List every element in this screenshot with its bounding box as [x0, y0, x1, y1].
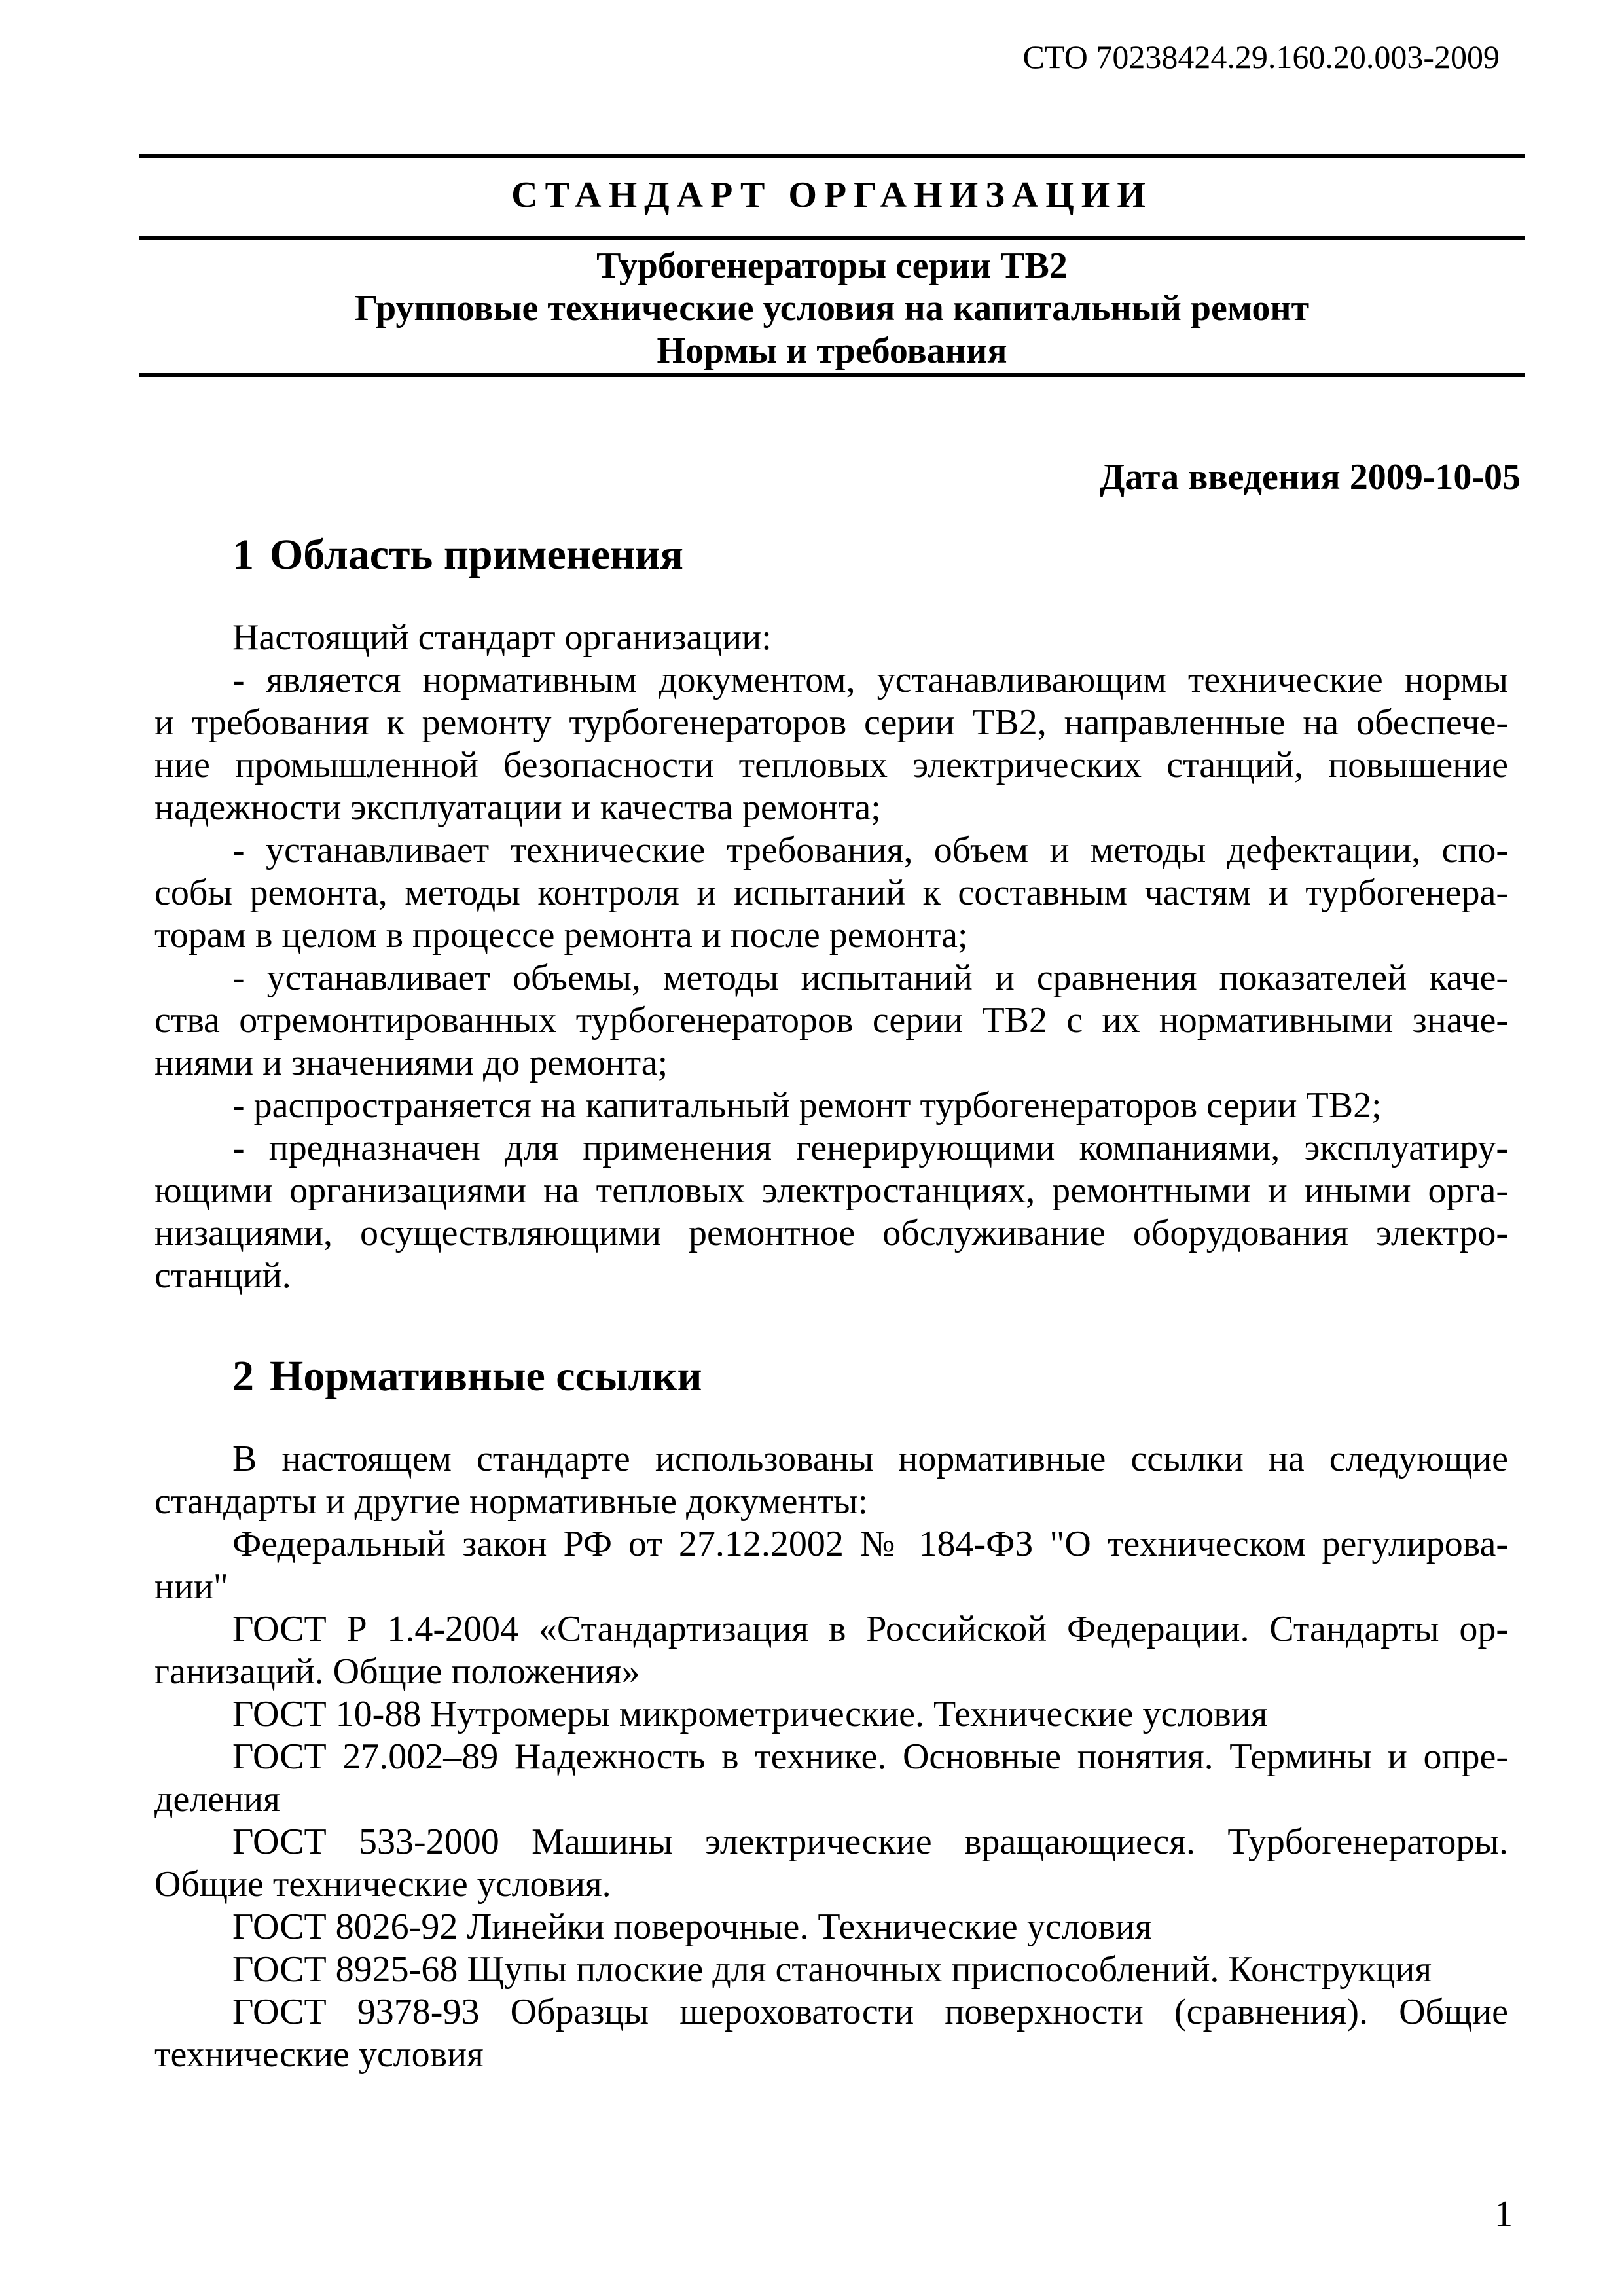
section-2-line: Федеральный закон РФ от 27.12.2002 № 184-ФЗ "О техническом регулирова- [232, 1524, 1508, 1564]
section-2-line: ГОСТ 27.002–89 Надежность в технике. Основные понятия. Термины и опре- [232, 1736, 1508, 1777]
section-2-line: ГОСТ 10-88 Нутромеры микрометрические. Технические условия [232, 1694, 1268, 1734]
title-line-2: Групповые технические условия на капитальный ремонт [354, 288, 1310, 329]
section-1-line: - является нормативным документом, устанавливающим технические нормы [232, 660, 1508, 700]
section-1-line: торам в целом в процессе ремонта и после ремонта; [154, 915, 968, 956]
section-2-line: ГОСТ 9378-93 Образцы шероховатости поверхности (сравнения). Общие [232, 1992, 1508, 2032]
section-1-line: и требования к ремонту турбогенераторов серии ТВ2, направленные на обеспече- [154, 702, 1508, 743]
section-1-line: Настоящий стандарт организации: [232, 617, 772, 658]
section-1-line: - устанавливает технические требования, объем и методы дефектации, спо- [232, 830, 1508, 870]
document-title [139, 245, 1525, 372]
section-1-number: 1 [232, 531, 254, 579]
section-2-line: нии" [154, 1566, 228, 1607]
section-2-line: В настоящем стандарте использованы нормативные ссылки на следующие [232, 1439, 1508, 1479]
section-1-line: надежности эксплуатации и качества ремонта; [154, 787, 881, 828]
section-1-line: станций. [154, 1255, 291, 1296]
section-2-line: ГОСТ 8026-92 Линейки поверочные. Технические условия [232, 1907, 1152, 1947]
header-rule-top [139, 154, 1525, 158]
introduction-date: Дата введения 2009-10-05 [1099, 457, 1521, 497]
section-2-line: ГОСТ 533-2000 Машины электрические вращающиеся. Турбогенераторы. [232, 1821, 1508, 1862]
section-2-body [154, 1438, 1508, 2076]
title-line-3: Нормы и требования [657, 331, 1007, 371]
section-1-line: собы ремонта, методы контроля и испытаний к составным частям и турбогенера- [154, 872, 1508, 913]
page-number: 1 [1494, 2194, 1513, 2234]
section-2-line: Общие технические условия. [154, 1864, 611, 1905]
title-line-1: Турбогенераторы серии ТВ2 [596, 245, 1068, 286]
organization-standard-title: СТАНДАРТ ОРГАНИЗАЦИИ [511, 175, 1153, 215]
section-1-line: - предназначен для применения генерирующими компаниями, эксплуатиру- [232, 1128, 1508, 1168]
section-1-line: ние промышленной безопасности тепловых электрических станций, повышение [154, 745, 1508, 785]
header-rule-bottom [139, 373, 1525, 377]
section-2-title: Нормативные ссылки [270, 1352, 702, 1400]
section-2-heading [232, 1352, 702, 1400]
section-2-line: ганизаций. Общие положения» [154, 1651, 640, 1692]
document-code: СТО 70238424.29.160.20.003-2009 [1022, 39, 1500, 75]
section-1-line: низациями, осуществляющими ремонтное обслуживание оборудования электро- [154, 1213, 1508, 1253]
section-2-line: технические условия [154, 2034, 484, 2075]
section-1-line: ниями и значениями до ремонта; [154, 1043, 668, 1083]
section-1-line: ющими организациями на тепловых электростанциях, ремонтными и иными орга- [154, 1170, 1508, 1211]
section-1-line: - устанавливает объемы, методы испытаний и сравнения показателей каче- [232, 958, 1508, 998]
section-1-body [154, 617, 1508, 1297]
section-2-number: 2 [232, 1352, 254, 1400]
header-rule-middle [139, 236, 1525, 240]
section-2-line: ГОСТ Р 1.4-2004 «Стандартизация в Российской Федерации. Стандарты ор- [232, 1609, 1508, 1649]
section-1-heading [232, 533, 683, 577]
section-2-line: стандарты и другие нормативные документы: [154, 1481, 869, 1522]
section-2-line: ГОСТ 8925-68 Щупы плоские для станочных приспособлений. Конструкция [232, 1949, 1432, 1990]
section-1-title: Область применения [270, 531, 683, 579]
section-1-line: ства отремонтированных турбогенераторов серии ТВ2 с их нормативными значе- [154, 1000, 1508, 1041]
section-2-line: деления [154, 1779, 280, 1820]
section-1-line: - распространяется на капитальный ремонт турбогенераторов серии ТВ2; [232, 1085, 1382, 1126]
